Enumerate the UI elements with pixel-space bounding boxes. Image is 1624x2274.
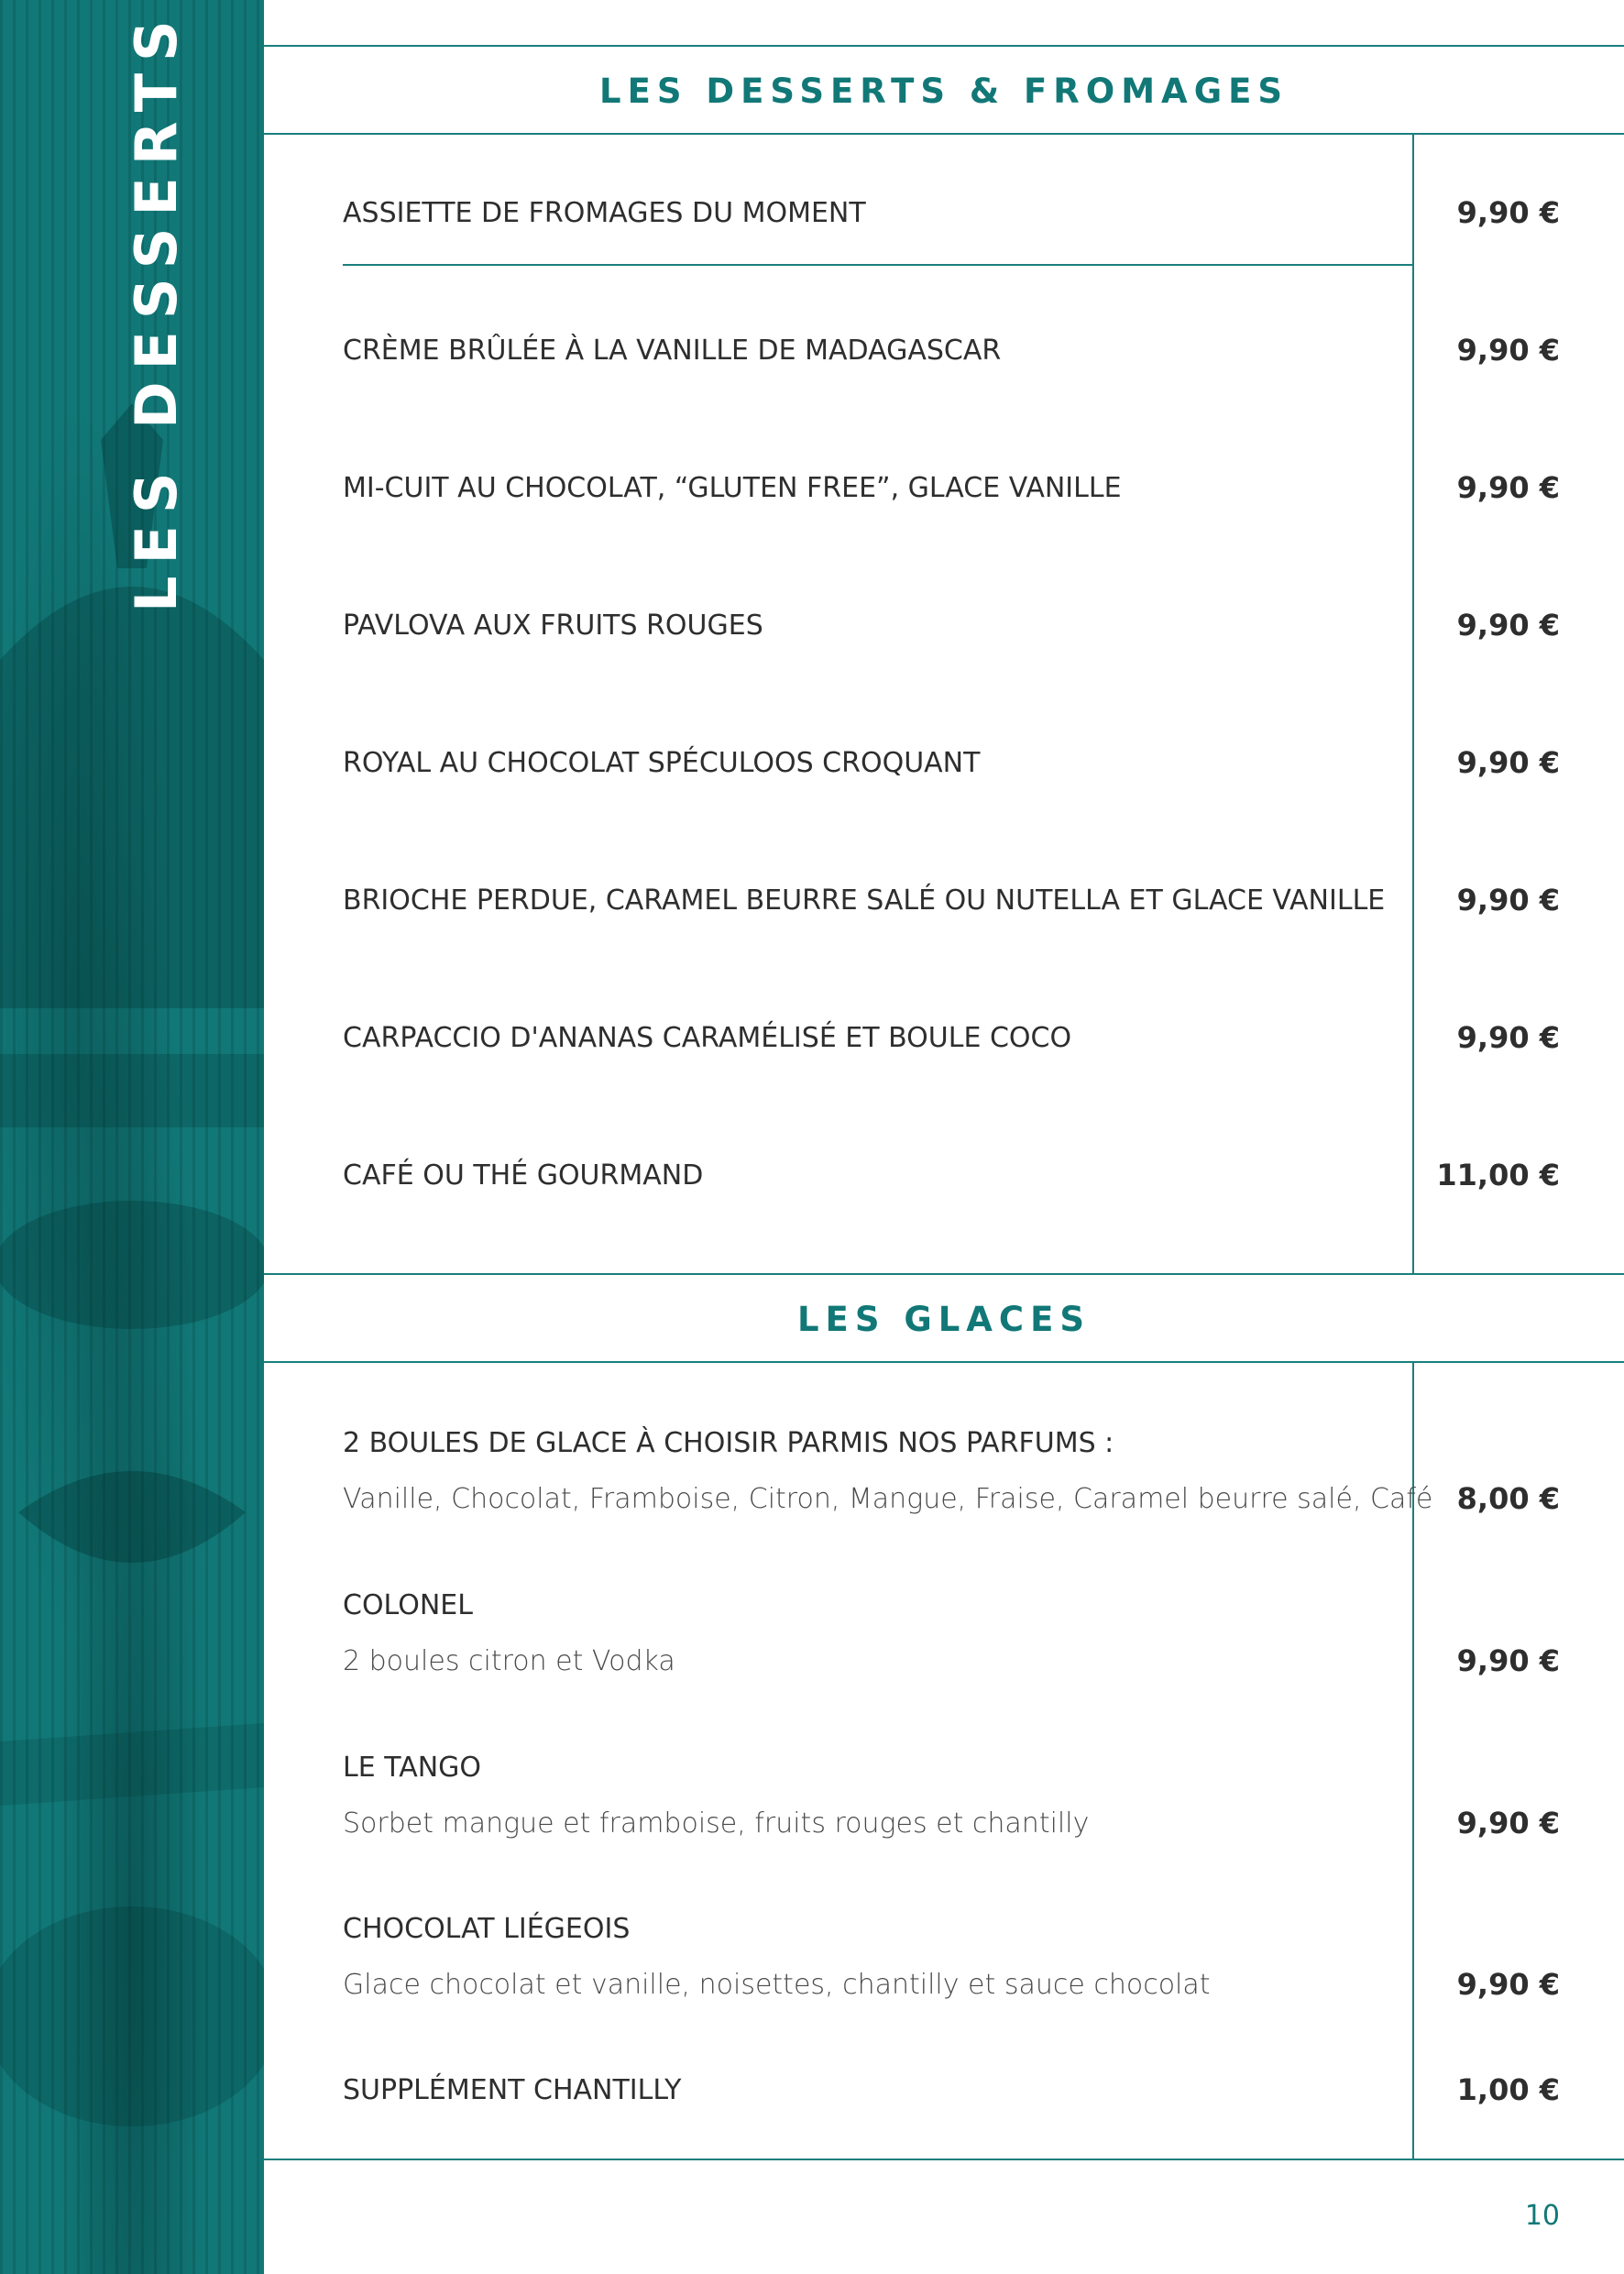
- menu-item-description: Sorbet mangue et framboise, fruits rouges et chantilly: [343, 1807, 1090, 1840]
- menu-item-price: 9,90 €: [1456, 1967, 1560, 2002]
- menu-item-name: ASSIETTE DE FROMAGES DU MOMENT: [343, 197, 866, 229]
- section-divider: [264, 1273, 1624, 1275]
- menu-item-price: 9,90 €: [1456, 1806, 1560, 1840]
- menu-item-name: COLONEL: [343, 1589, 473, 1621]
- section-divider: [264, 1361, 1624, 1363]
- menu-item-name: BRIOCHE PERDUE, CARAMEL BEURRE SALÉ OU NUTELLA ET GLACE VANILLE: [343, 884, 1386, 917]
- menu-item-name: PAVLOVA AUX FRUITS ROUGES: [343, 610, 763, 642]
- menu-item-description: 2 boules citron et Vodka: [343, 1645, 675, 1677]
- price-column-divider: [1412, 1361, 1414, 2159]
- menu-item-price: 11,00 €: [1436, 1158, 1560, 1192]
- menu-item-name: CARPACCIO D'ANANAS CARAMÉLISÉ ET BOULE COCO: [343, 1022, 1072, 1054]
- menu-item-price: 9,90 €: [1456, 608, 1560, 643]
- section-title-glaces: LES GLACES: [796, 1300, 1092, 1339]
- menu-item-name: LE TANGO: [343, 1752, 482, 1784]
- menu-item-price: 9,90 €: [1456, 745, 1560, 780]
- menu-item-price: 9,90 €: [1456, 195, 1560, 230]
- section-divider: [264, 45, 1624, 47]
- menu-item-description: Vanille, Chocolat, Framboise, Citron, Mangue, Fraise, Caramel beurre salé, Café: [343, 1483, 1433, 1515]
- menu-item-price: 9,90 €: [1456, 1643, 1560, 1678]
- menu-item-price: 9,90 €: [1456, 333, 1560, 368]
- page-number: 10: [1524, 2200, 1560, 2232]
- section-divider: [264, 133, 1624, 135]
- menu-item-name: CHOCOLAT LIÉGEOIS: [343, 1913, 631, 1945]
- section-divider: [264, 2159, 1624, 2160]
- menu-item-description: Glace chocolat et vanille, noisettes, chantilly et sauce chocolat: [343, 1969, 1211, 2001]
- menu-item-price: 9,90 €: [1456, 883, 1560, 917]
- sidebar-decorative-panel: [0, 0, 264, 2274]
- menu-item-name: ROYAL AU CHOCOLAT SPÉCULOOS CROQUANT: [343, 747, 981, 779]
- menu-item-name: 2 BOULES DE GLACE À CHOISIR PARMIS NOS PARFUMS :: [343, 1427, 1114, 1459]
- price-column-divider: [1412, 133, 1414, 1273]
- menu-item-price: 9,90 €: [1456, 470, 1560, 505]
- menu-item-name: CAFÉ OU THÉ GOURMAND: [343, 1159, 704, 1192]
- menu-item-price: 1,00 €: [1456, 2072, 1560, 2107]
- sidebar-title: LES DESSERTS: [123, 8, 190, 612]
- menu-item-name: MI-CUIT AU CHOCOLAT, “GLUTEN FREE”, GLACE VANILLE: [343, 472, 1122, 504]
- menu-item-price: 9,90 €: [1456, 1020, 1560, 1055]
- item-divider: [343, 264, 1412, 266]
- menu-item-price: 8,00 €: [1456, 1481, 1560, 1516]
- menu-item-name: CRÈME BRÛLÉE À LA VANILLE DE MADAGASCAR: [343, 335, 1002, 367]
- section-title-desserts: LES DESSERTS & FROMAGES: [599, 71, 1289, 111]
- menu-item-name: SUPPLÉMENT CHANTILLY: [343, 2074, 682, 2106]
